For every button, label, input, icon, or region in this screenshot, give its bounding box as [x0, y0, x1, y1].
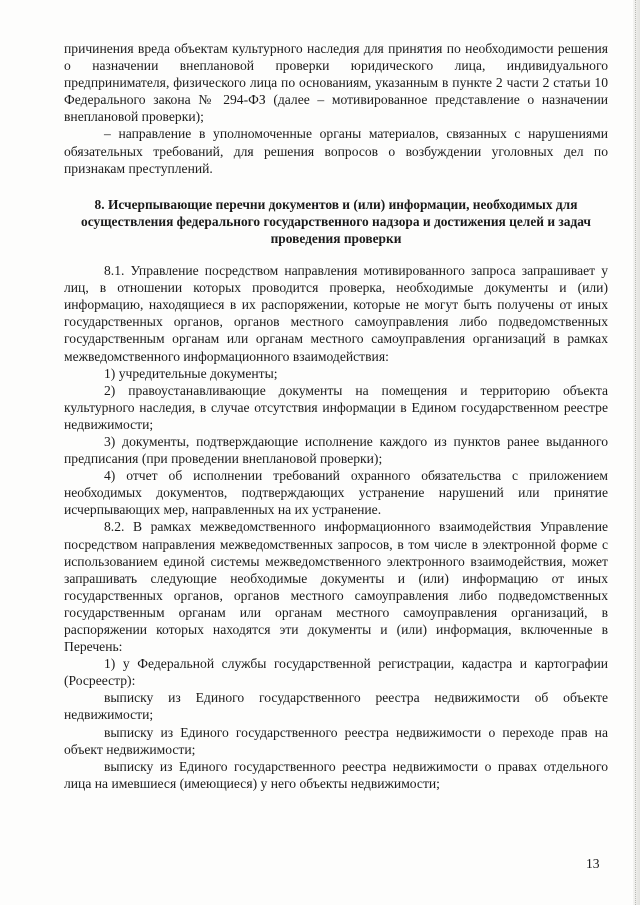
list-item: выписку из Единого государственного реестра недвижимости о правах отдельного лица на имевшиеся (имеющиеся) у него объекты недвижимости;	[64, 758, 608, 791]
list-item: 3) документы, подтверждающие исполнение каждого из пунктов ранее выданного предписания (при проведении внеплановой проверки);	[64, 433, 608, 467]
paragraph: причинения вреда объектам культурного наследия для принятия по необходимости решения о назначении внеплановой проверки юридического лица, индивидуального предпринимателя, физического лица по основаниям, указанным в пункте 2 части 2 статьи 10 Федерального закона № 294-ФЗ (далее – мотивированное представление о назначении внеплановой проверки);	[64, 41, 608, 125]
scan-edge	[633, 0, 640, 905]
list-item: выписку из Единого государственного реестра недвижимости о переходе прав на объект недвижимости;	[64, 724, 608, 757]
list-item: выписку из Единого государственного реестра недвижимости об объекте недвижимости;	[64, 690, 608, 723]
list-item: 1) у Федеральной службы государственной регистрации, кадастра и картографии (Росреестр):	[64, 656, 608, 689]
list-item: 1) учредительные документы;	[104, 365, 278, 381]
list-item: 2) правоустанавливающие документы на помещения и территорию объекта культурного наследия, в случае отсутствия информации в Едином государственном реестре недвижимости;	[64, 382, 608, 432]
page-body	[64, 40, 608, 792]
paragraph: 8.1. Управление посредством направления мотивированного запроса запрашивает у лиц, в отношении которых проводится проверка, необходимые документы и (или) информацию, находящиеся в их распоряжении, которые не могут быть получены от иных государственных органов, органов местного самоуправления либо подведомственных государственным органам или органам местного самоуправления организаций в рамках межведомственного информационного взаимодействия:	[64, 263, 608, 364]
paragraph: – направление в уполномоченные органы материалов, связанных с нарушениями обязательных требований, для решения вопросов о возбуждении уголовных дел по признакам преступлений.	[64, 126, 608, 176]
list-item: 4) отчет об исполнении требований охранного обязательства с приложением необходимых документов, подтверждающих устранение нарушений или принятие исчерпывающих мер, направленных на их устранение.	[64, 468, 608, 518]
section-heading: 8. Исчерпывающие перечни документов и (или) информации, необходимых для осуществления федерального государственного надзора и достижения целей и задач проведения проверки	[81, 196, 591, 246]
paragraph: 8.2. В рамках межведомственного информационного взаимодействия Управление посредством направления межведомственных запросов, в том числе в электронной форме с использованием единой системы межведомственного электронного взаимодействия, может запрашивать следующие необходимые документы и (или) информацию от иных государственных органов, органов местного самоуправления либо подведомственных государственным органам или органам местного самоуправления организаций, в распоряжении которых находятся эти документы и (или) информация, включенные в Перечень:	[64, 519, 608, 655]
page-number: 13	[586, 856, 600, 871]
